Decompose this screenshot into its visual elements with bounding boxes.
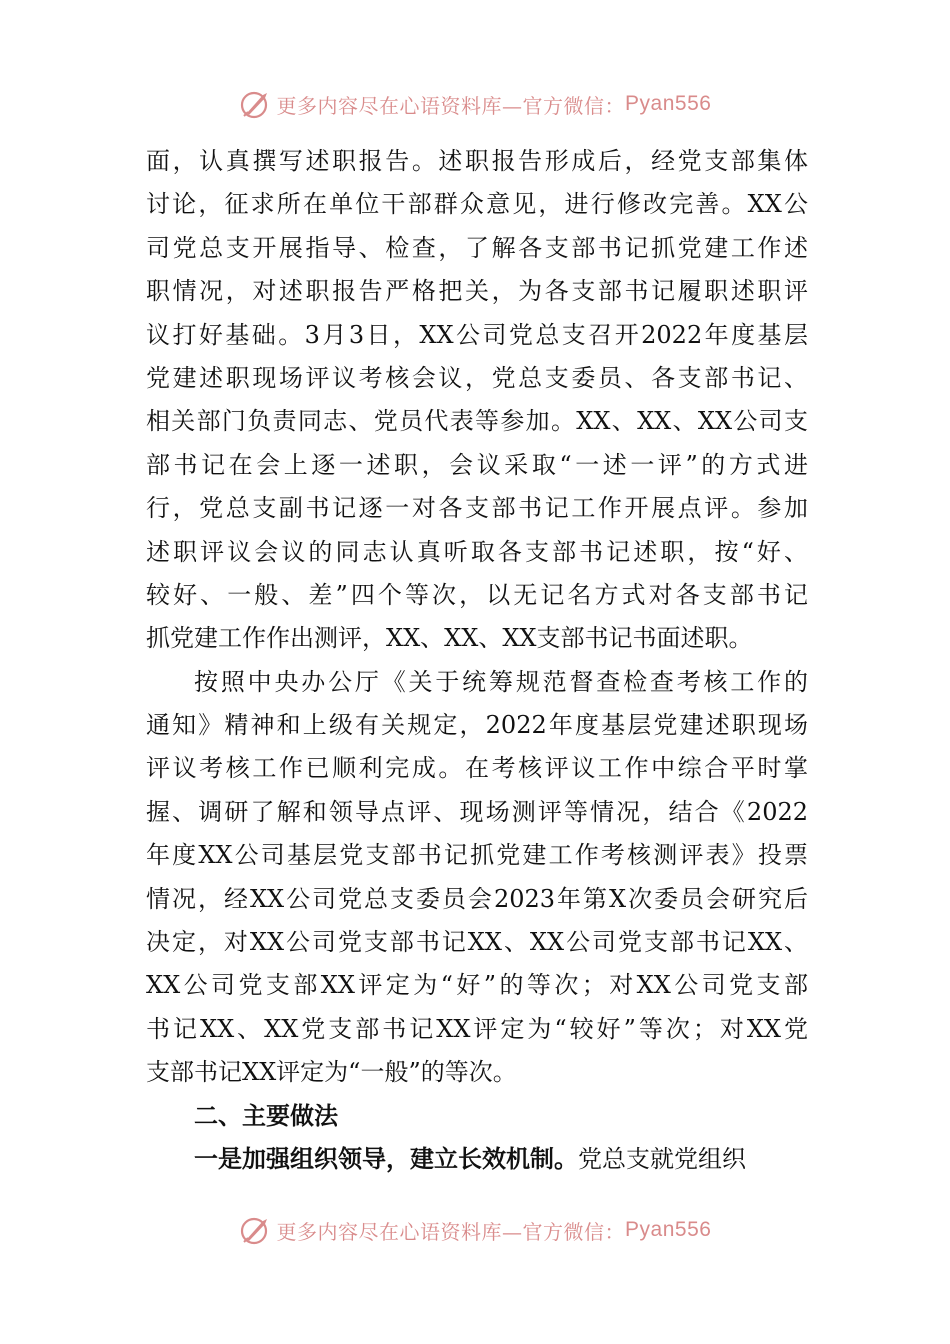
bold-lead-phrase: 一是加强组织领导，建立长效机制。 — [194, 1144, 578, 1173]
text-line: 年度XX公司基层党支部书记抓党建工作考核测评表》投票 — [146, 841, 808, 870]
section-heading: 二、主要做法 — [194, 1101, 338, 1130]
text-line — [146, 1138, 808, 1181]
watermark-banner-top — [0, 84, 950, 124]
watermark-text: 更多内容尽在心语资料库—官方微信： — [276, 93, 626, 118]
text-line: 抓党建工作作出测评，XX、XX、XX支部书记书面述职。 — [146, 624, 753, 653]
text-line: 较好、一般、差”四个等次，以无记名方式对各支部书记 — [146, 580, 808, 609]
text-line: XX公司党支部XX评定为“好”的等次；对XX公司党支部 — [146, 971, 808, 1000]
text-line: 党建述职现场评议考核会议，党总支委员、各支部书记、 — [146, 363, 808, 392]
text-line: 面，认真撰写述职报告。述职报告形成后，经党支部集体 — [146, 147, 808, 175]
text-line: 评议考核工作已顺利完成。在考核评议工作中综合平时掌 — [146, 754, 808, 783]
text-line: 职情况，对述职报告严格把关，为各支部书记履职述职评 — [146, 277, 808, 306]
watermark-wechat-id: Pyan556 — [625, 92, 712, 115]
watermark-wechat-id: Pyan556 — [625, 1218, 712, 1241]
text-line: 述职评议会议的同志认真听取各支部书记述职，按“好、 — [146, 537, 808, 566]
watermark-banner-bottom — [0, 1210, 950, 1250]
text-line: 部书记在会上逐一述职，会议采取“一述一评”的方式进 — [146, 450, 808, 479]
text-line: 握、调研了解和领导点评、现场测评等情况，结合《2022 — [146, 797, 808, 826]
pen-logo-icon — [239, 87, 273, 121]
text-line: 按照中央办公厅《关于统筹规范督查检查考核工作的 — [194, 667, 808, 696]
text-line: 书记XX、XX党支部书记XX评定为“较好”等次；对XX党 — [146, 1014, 808, 1043]
text-line: 议打好基础。3月3日，XX公司党总支召开2022年度基层 — [146, 320, 808, 349]
text-continuation: 党总支就党组织 — [578, 1144, 746, 1173]
text-line: 支部书记XX评定为“一般”的等次。 — [146, 1058, 517, 1087]
text-line: 情况，经XX公司党总支委员会2023年第X次委员会研究后 — [146, 884, 808, 913]
text-line: 讨论，征求所在单位干部群众意见，进行修改完善。XX公 — [146, 190, 808, 219]
text-line: 行，党总支副书记逐一对各支部书记工作开展点评。参加 — [146, 494, 808, 523]
text-line: 决定，对XX公司党支部书记XX、XX公司党支部书记XX、 — [146, 928, 808, 957]
text-line: 通知》精神和上级有关规定，2022年度基层党建述职现场 — [146, 711, 808, 740]
text-line: 司党总支开展指导、检查，了解各支部书记抓党建工作述 — [146, 233, 808, 262]
pen-logo-icon — [239, 1213, 273, 1247]
watermark-text: 更多内容尽在心语资料库—官方微信： — [276, 1219, 626, 1244]
text-line: 相关部门负责同志、党员代表等参加。XX、XX、XX公司支 — [146, 407, 808, 436]
document-body — [146, 140, 808, 1181]
